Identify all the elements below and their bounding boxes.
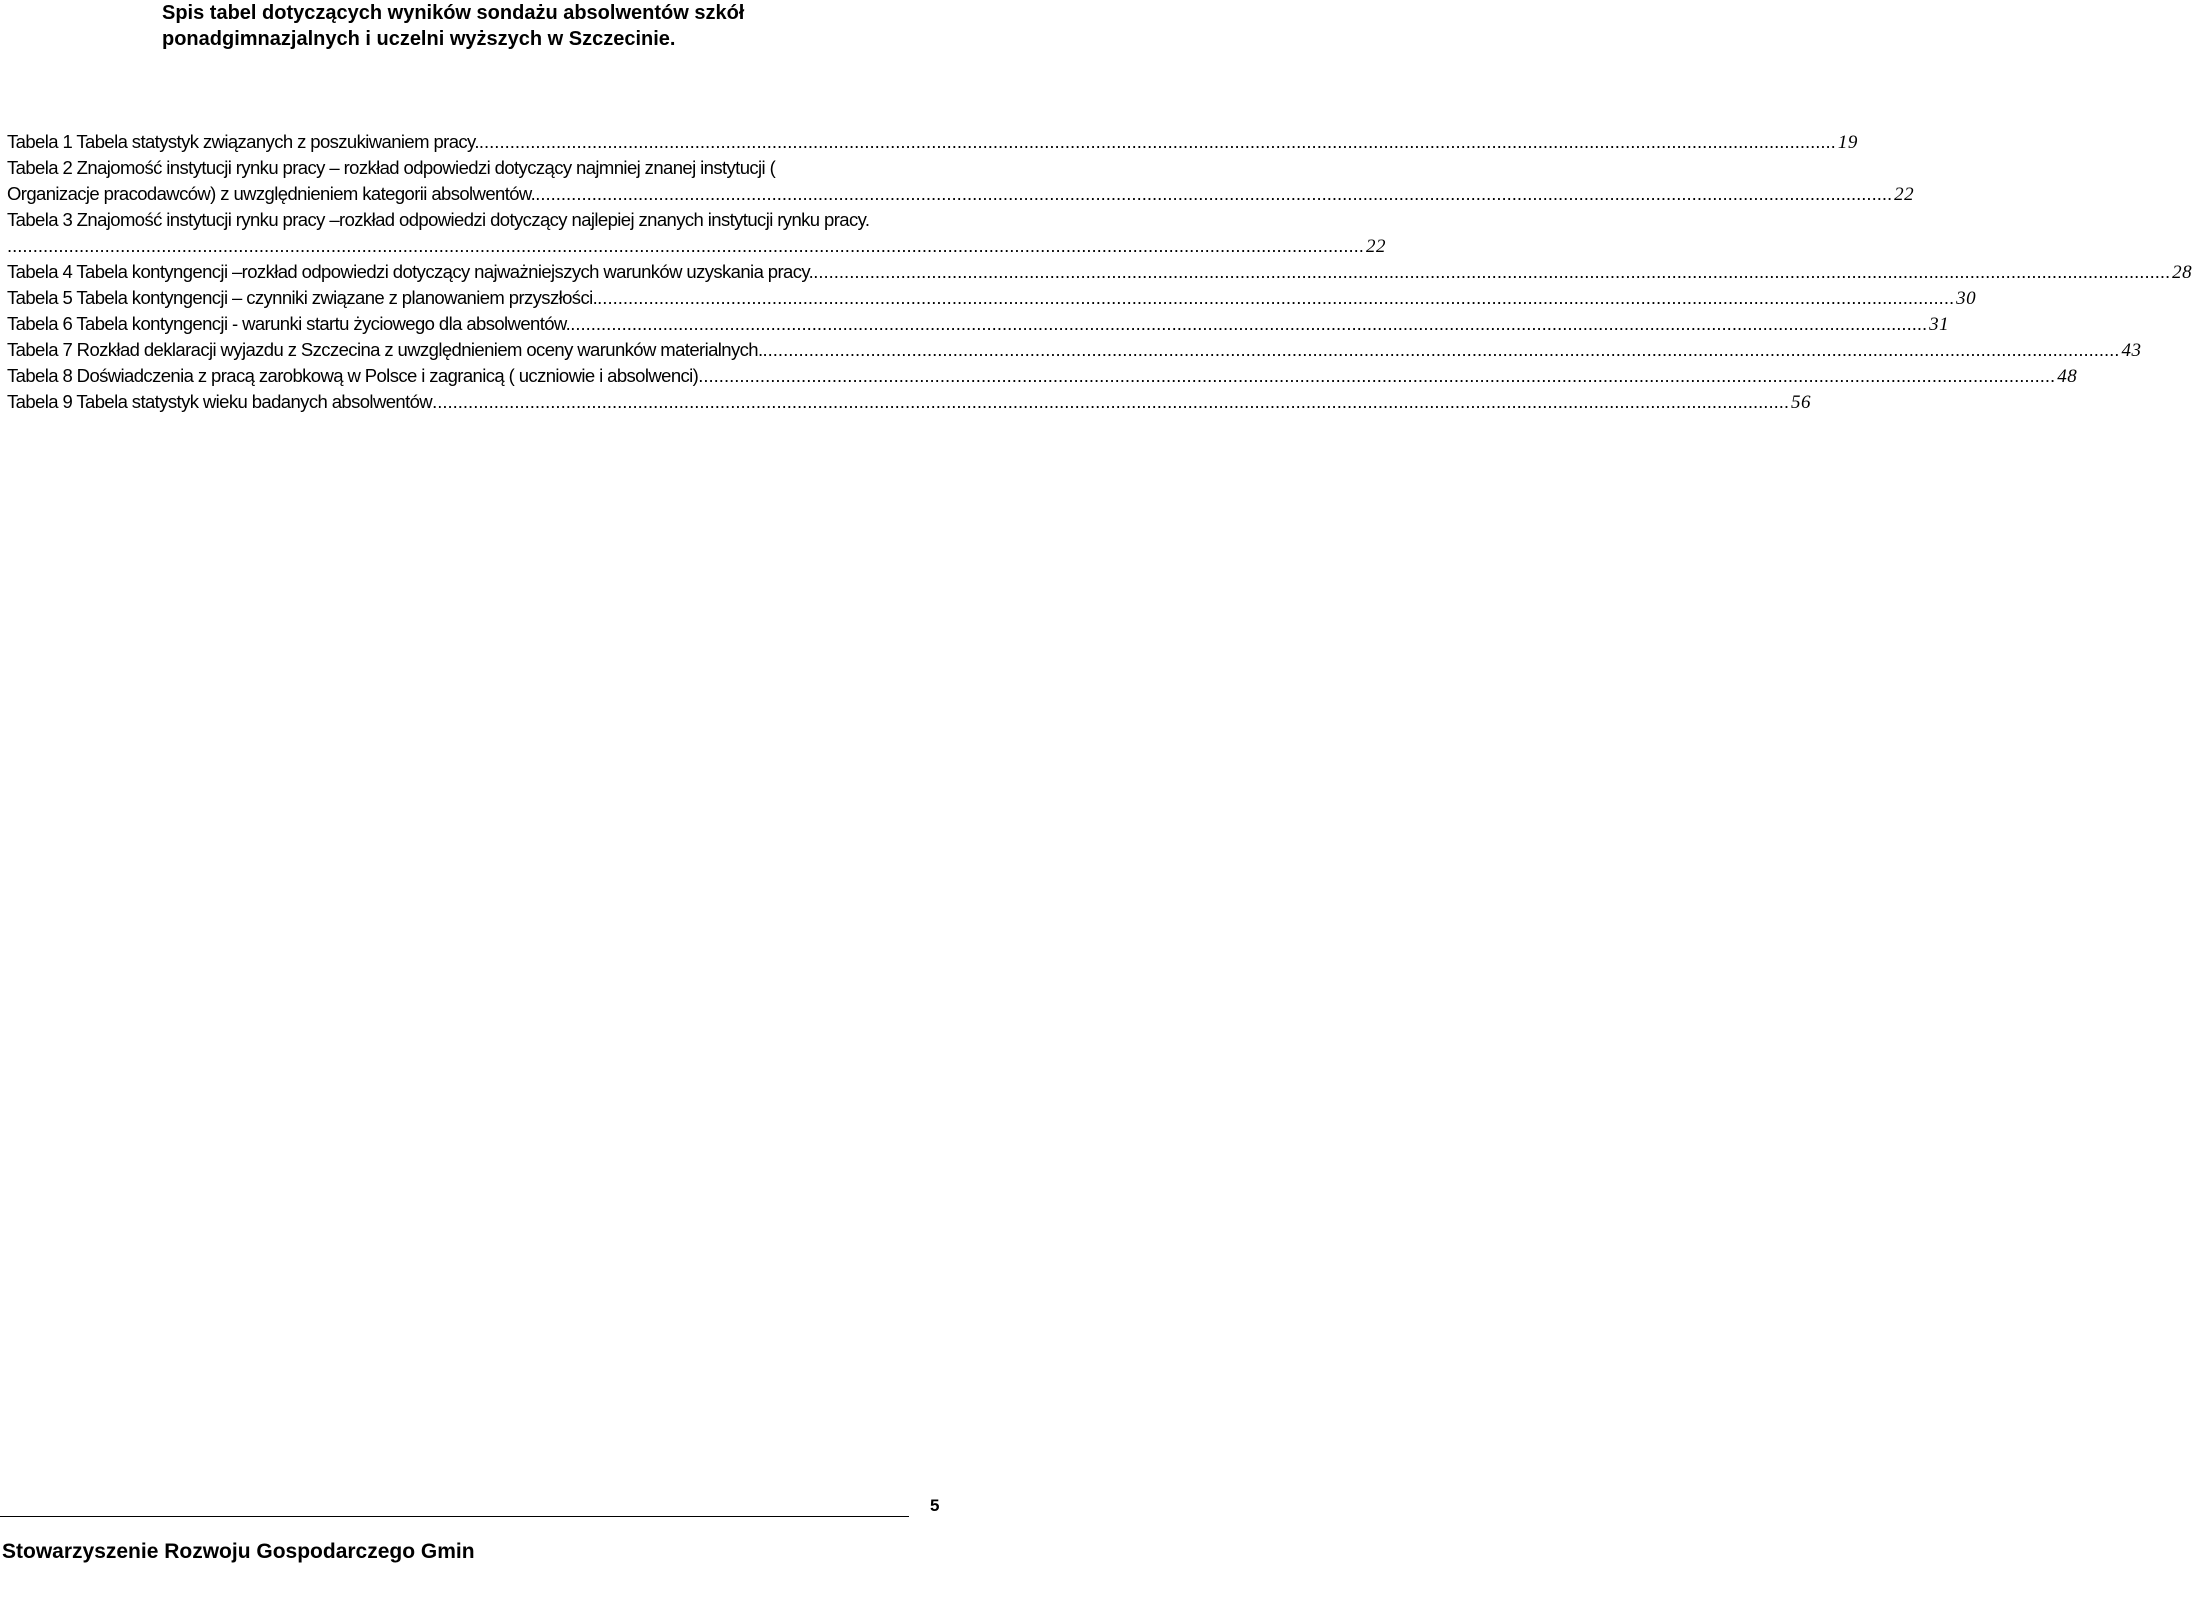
toc-entry-text-continued: Organizacje pracodawców) z uwzględnieniem kategorii absolwentów. <box>7 183 536 204</box>
toc-entry-tabela-6[interactable] <box>7 311 1950 337</box>
toc-entry-tabela-4[interactable] <box>7 259 2192 285</box>
toc-entry-text: Tabela 4 Tabela kontyngencji –rozkład odpowiedzi dotyczący najważniejszych warunków uzyskania pracy. <box>7 261 814 282</box>
toc-entry-text: Tabela 7 Rozkład deklaracji wyjazdu z Szczecina z uwzględnieniem oceny warunków materialnych. <box>7 339 763 360</box>
toc-page-number: 48 <box>2057 366 2078 387</box>
toc-entry-text: Tabela 8 Doświadczenia z pracą zarobkową w Polsce i zagranicą ( uczniowie i absolwenci) <box>7 365 699 386</box>
dot-leader <box>698 363 2055 389</box>
toc-page-number: 56 <box>1791 392 1812 413</box>
toc-entry-text: Tabela 1 Tabela statystyk związanych z poszukiwaniem pracy. <box>7 131 479 152</box>
footer-organization: Stowarzyszenie Rozwoju Gospodarczego Gmin <box>2 1540 475 1563</box>
toc-entry-text: Tabela 2 Znajomość instytucji rynku pracy – rozkład odpowiedzi dotyczący najmniej znanej instytucji ( <box>7 157 776 178</box>
toc-page-number: 43 <box>2121 340 2142 361</box>
dot-leader <box>597 285 1954 311</box>
page-number: 5 <box>930 1496 940 1515</box>
toc-entry-tabela-9[interactable] <box>7 389 1812 415</box>
toc-page-number: 30 <box>1956 288 1977 309</box>
toc-entry-tabela-5[interactable] <box>7 285 1977 311</box>
footer-divider <box>0 1516 909 1517</box>
dot-leader <box>432 389 1789 415</box>
toc-entry-text: Tabela 3 Znajomość instytucji rynku pracy –rozkład odpowiedzi dotyczący najlepiej znanych instytucji rynku pracy. <box>7 209 870 230</box>
toc-entry-tabela-8[interactable] <box>7 363 2078 389</box>
dot-leader <box>7 233 1364 259</box>
dot-leader <box>570 311 1927 337</box>
toc-entry-text: Tabela 6 Tabela kontyngencji - warunki startu życiowego dla absolwentów. <box>7 313 571 334</box>
toc-page-number: 28 <box>2172 262 2192 283</box>
toc-entry-tabela-3[interactable] <box>7 207 1386 259</box>
dot-leader <box>535 181 1892 207</box>
dot-leader <box>763 337 2120 363</box>
title-line-2: ponadgimnazjalnych i uczelni wyższych w Szczecinie. <box>162 28 676 50</box>
table-of-contents <box>7 129 2192 415</box>
toc-page-number: 31 <box>1929 314 1950 335</box>
title-line-1: Spis tabel dotyczących wyników sondażu absolwentów szkół <box>162 2 745 24</box>
toc-entry-tabela-2[interactable] <box>7 155 1915 207</box>
toc-page-number: 22 <box>1365 236 1386 257</box>
toc-entry-text: Tabela 9 Tabela statystyk wieku badanych absolwentów <box>7 391 433 412</box>
document-title <box>162 0 882 52</box>
toc-entry-text: Tabela 5 Tabela kontyngencji – czynniki związane z planowaniem przyszłości. <box>7 287 598 308</box>
toc-entry-tabela-7[interactable] <box>7 337 2142 363</box>
toc-page-number: 22 <box>1894 184 1915 205</box>
toc-entry-tabela-1[interactable] <box>7 129 1858 155</box>
toc-page-number: 19 <box>1837 132 1858 153</box>
dot-leader <box>813 259 2170 285</box>
dot-leader <box>479 129 1836 155</box>
